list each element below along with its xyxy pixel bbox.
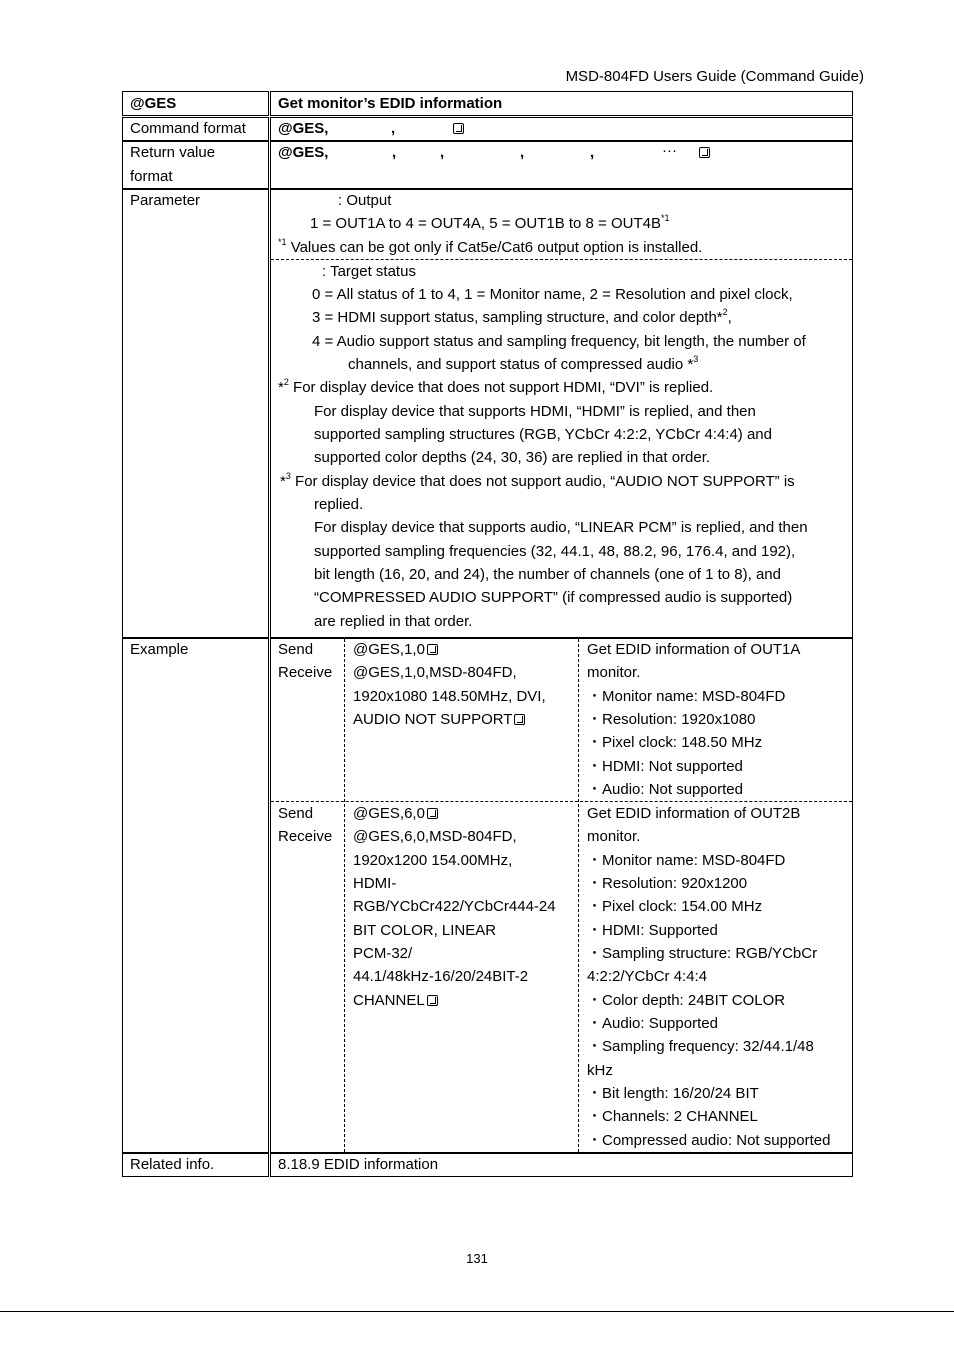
param-status-line: 4 = Audio support status and sampling frequency, bit length, the number of bbox=[312, 333, 806, 350]
note-2-line: supported sampling structures (RGB, YCbCr 4:2:2, YCbCr 4:4:4) and bbox=[314, 426, 772, 443]
ex2-receive-line: 1920x1200 154.00MHz, bbox=[353, 852, 513, 869]
command-format-value: @GES, bbox=[278, 120, 329, 137]
ex2-send-label: Send bbox=[278, 805, 314, 822]
note-2-line: *$^2$ For display device that does not support HDMI, “DVI” is replied. bbox=[278, 377, 714, 396]
param-output-note: $^{*1}$ Values can be got only if Cat5e/Cat6 output option is installed. bbox=[278, 237, 703, 256]
ex2-desc-line: ・Color depth: 24BIT COLOR bbox=[587, 992, 786, 1009]
note-3-line: For display device that supports audio, “LINEAR PCM” is replied, and then bbox=[314, 519, 808, 536]
footer-rule bbox=[0, 1311, 954, 1312]
return-format-ellipsis: ··· bbox=[662, 142, 677, 159]
ex2-desc-line: ・Pixel clock: 154.00 MHz bbox=[587, 898, 763, 915]
example-col-divider-1 bbox=[344, 639, 345, 1152]
return-key-icon bbox=[453, 123, 464, 134]
return-format-comma-2: , bbox=[440, 144, 445, 161]
ex1-send-label: Send bbox=[278, 641, 314, 658]
param-status-line: 3 = HDMI support status, sampling structure, and color depth*$^2$, bbox=[312, 307, 732, 326]
cmd-format-value-cell bbox=[270, 117, 853, 141]
return-format-value: @GES, bbox=[278, 144, 329, 161]
ex1-desc-line: ・Pixel clock: 148.50 MHz bbox=[587, 734, 763, 751]
ex2-desc-line: monitor. bbox=[587, 828, 641, 845]
ex2-desc-line: ・Sampling structure: RGB/YCbCr bbox=[587, 945, 818, 962]
param-output-name: : Output bbox=[338, 192, 392, 209]
ex2-desc-line: ・HDMI: Supported bbox=[587, 922, 718, 939]
note-3-line: are replied in that order. bbox=[314, 613, 473, 630]
return-format-comma-3: , bbox=[520, 144, 525, 161]
ex2-desc-line: ・Channels: 2 CHANNEL bbox=[587, 1108, 758, 1125]
note-3-line: *$^3$ For display device that does not support audio, “AUDIO NOT SUPPORT” is bbox=[280, 471, 795, 490]
ex2-desc-line: ・Audio: Supported bbox=[587, 1015, 718, 1032]
return-format-label-2: format bbox=[130, 168, 173, 185]
return-key-icon bbox=[427, 995, 438, 1006]
ex1-desc-line: ・Audio: Not supported bbox=[587, 781, 743, 798]
ex1-desc-line: ・HDMI: Not supported bbox=[587, 758, 743, 775]
related-label: Related info. bbox=[130, 1156, 215, 1173]
ex2-receive-line: 44.1/48kHz-16/20/24BIT-2 bbox=[353, 968, 529, 985]
ex2-desc-line: ・Sampling frequency: 32/44.1/48 bbox=[587, 1038, 814, 1055]
ex2-desc-line: ・Monitor name: MSD-804FD bbox=[587, 852, 786, 869]
ex2-desc-line: ・Bit length: 16/20/24 BIT bbox=[587, 1085, 759, 1102]
ex2-receive-line: RGB/YCbCr422/YCbCr444-24 bbox=[353, 898, 556, 915]
note-2-line: For display device that supports HDMI, “HDMI” is replied, and then bbox=[314, 403, 756, 420]
return-value-cell bbox=[270, 141, 853, 189]
command-format-label: Command format bbox=[130, 120, 246, 137]
ex1-receive-label: Receive bbox=[278, 664, 333, 681]
example-col-divider-2 bbox=[578, 639, 579, 1152]
ex1-receive-line: @GES,1,0,MSD-804FD, bbox=[353, 664, 517, 681]
ex1-receive-line: 1920x1080 148.50MHz, DVI, bbox=[353, 688, 546, 705]
return-key-icon bbox=[427, 644, 438, 655]
parameter-label: Parameter bbox=[130, 192, 201, 209]
return-format-comma-4: , bbox=[590, 144, 595, 161]
param-status-line: 0 = All status of 1 to 4, 1 = Monitor name, 2 = Resolution and pixel clock, bbox=[312, 286, 793, 303]
note-3-line: replied. bbox=[314, 496, 364, 513]
ex2-receive-line: BIT COLOR, LINEAR bbox=[353, 922, 497, 939]
ex2-desc-line: Get EDID information of OUT2B bbox=[587, 805, 801, 822]
ex2-receive-line: @GES,6,0,MSD-804FD, bbox=[353, 828, 517, 845]
page-header: MSD-804FD Users Guide (Command Guide) bbox=[565, 68, 864, 85]
return-key-icon bbox=[427, 808, 438, 819]
ex1-send-command: @GES,1,0 bbox=[353, 638, 438, 661]
parameter-label-cell bbox=[122, 189, 269, 638]
param-output-range: 1 = OUT1A to 4 = OUT4A, 5 = OUT1B to $8 = OUT4B^{*1}$ bbox=[310, 213, 670, 232]
ex2-receive-label: Receive bbox=[278, 828, 333, 845]
note-3-line: supported sampling frequencies (32, 44.1, 48, 88.2, 96, 176.4, and 192), bbox=[314, 543, 796, 560]
return-key-icon bbox=[699, 147, 710, 158]
ex2-receive-line: HDMI- bbox=[353, 875, 397, 892]
ex2-desc-line: 4:2:2/YCbCr 4:4:4 bbox=[587, 968, 708, 985]
note-2-line: supported color depths (24, 30, 36) are replied in that order. bbox=[314, 449, 711, 466]
ex2-receive-line: PCM-32/ bbox=[353, 945, 413, 962]
example-label: Example bbox=[130, 641, 189, 658]
ex1-desc-line: monitor. bbox=[587, 664, 641, 681]
note-3-line: bit length (16, 20, and 24), the number of channels (one of 1 to 8), and bbox=[314, 566, 781, 583]
command-name: @GES bbox=[130, 95, 177, 112]
param-status-name: : Target status bbox=[322, 263, 416, 280]
ex2-desc-line: kHz bbox=[587, 1062, 613, 1079]
return-format-comma-1: , bbox=[392, 144, 397, 161]
related-link: 8.18.9 EDID information bbox=[278, 1156, 439, 1173]
command-format-comma: , bbox=[391, 120, 396, 137]
param-status-line: channels, and support status of compressed audio *$^3$ bbox=[348, 354, 699, 373]
ex2-receive-line: CHANNEL bbox=[353, 989, 438, 1012]
return-key-icon bbox=[514, 714, 525, 725]
page-number: 131 bbox=[466, 1251, 488, 1266]
return-format-label-1: Return value bbox=[130, 144, 216, 161]
ex2-send-command: @GES,6,0 bbox=[353, 802, 438, 825]
note-3-line: “COMPRESSED AUDIO SUPPORT” (if compressed audio is supported) bbox=[314, 589, 793, 606]
ex1-desc-line: Get EDID information of OUT1A bbox=[587, 641, 801, 658]
ex2-desc-line: ・Resolution: 920x1200 bbox=[587, 875, 748, 892]
ex1-desc-line: ・Resolution: 1920x1080 bbox=[587, 711, 756, 728]
ex1-receive-line: AUDIO NOT SUPPORT bbox=[353, 708, 525, 731]
example-label-cell bbox=[122, 638, 269, 1153]
ex1-desc-line: ・Monitor name: MSD-804FD bbox=[587, 688, 786, 705]
ex2-desc-line: ・Compressed audio: Not supported bbox=[587, 1132, 831, 1149]
command-description: Get monitor’s EDID information bbox=[278, 95, 503, 112]
